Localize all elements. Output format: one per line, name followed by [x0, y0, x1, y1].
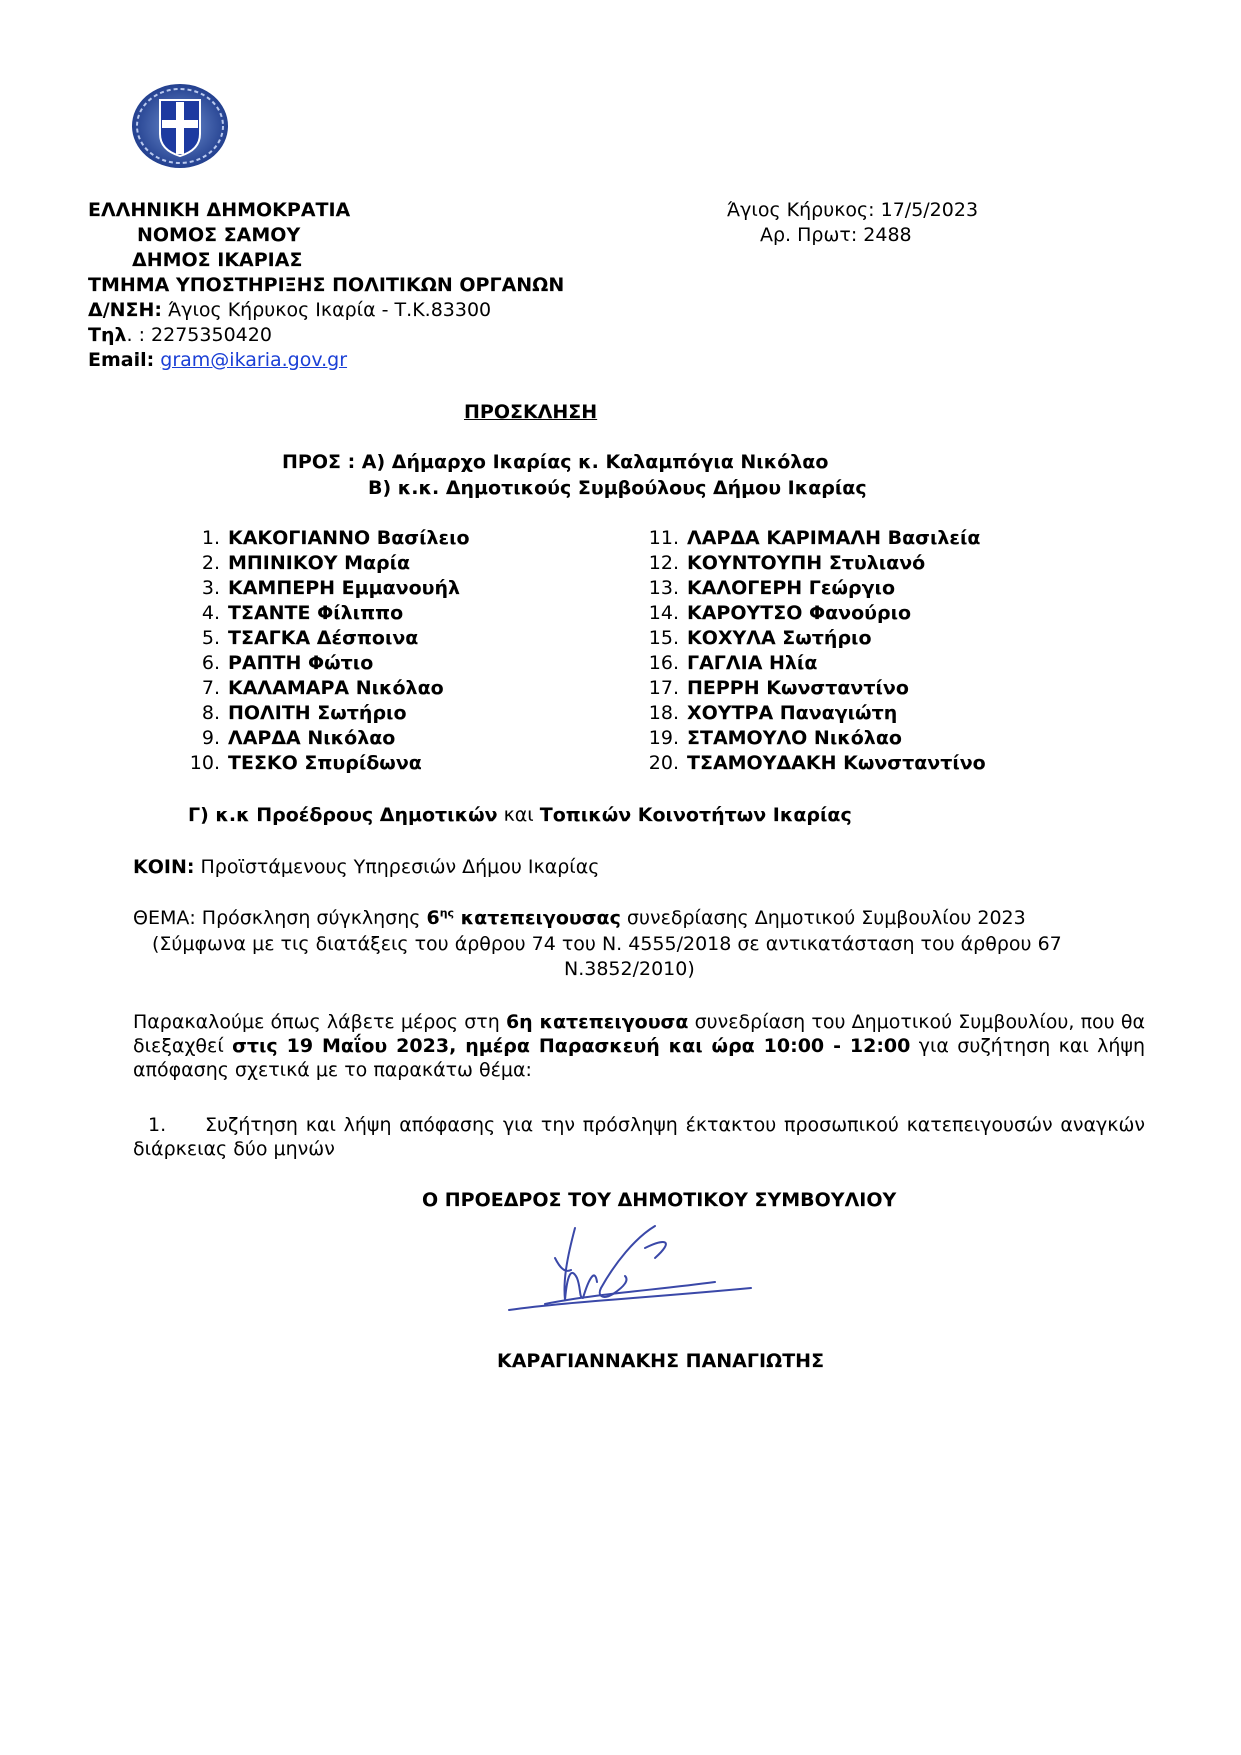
member-number: 4.	[201, 602, 220, 624]
member-name: ΚΟΧΥΛΑ Σωτήριο	[687, 627, 872, 649]
member-name: ΡΑΠΤΗ Φώτιο	[228, 652, 374, 674]
document-title: ΠΡΟΣΚΛΗΣΗ	[464, 401, 598, 423]
member-number: 18.	[648, 702, 679, 724]
recipient-b: Β) κ.κ. Δημοτικούς Συμβούλους Δήμου Ικαρίας	[368, 477, 867, 499]
member-list-item	[185, 576, 470, 601]
member-number: 5.	[201, 627, 220, 649]
coat-of-arms-emblem	[130, 82, 230, 170]
subject-rest: συνεδρίασης Δημοτικού Συμβουλίου 2023	[620, 907, 1026, 929]
members-list-right	[637, 526, 986, 776]
member-number: 16.	[648, 652, 679, 674]
body-part5: για συζήτηση και λήψη απόφασης σχετικά με το παρακάτω θέμα:	[133, 1035, 1145, 1081]
member-number: 8.	[201, 702, 220, 724]
member-list-item	[185, 701, 470, 726]
member-number: 19.	[648, 727, 679, 749]
member-number: 2.	[201, 552, 220, 574]
member-name: ΛΑΡΔΑ ΚΑΡΙΜΑΛΗ Βασιλεία	[687, 527, 981, 549]
koin-line	[133, 855, 599, 879]
member-number: 17.	[648, 677, 679, 699]
member-list-item	[637, 576, 986, 601]
recipient-c-part1: Γ) κ.κ Προέδρους Δημοτικών	[188, 804, 498, 826]
signatory-role: Ο ΠΡΟΕΔΡΟΣ ΤΟΥ ΔΗΜΟΤΙΚΟΥ ΣΥΜΒΟΥΛΙΟΥ	[422, 1189, 897, 1211]
body-session: 6η κατεπειγουσα	[505, 1011, 689, 1033]
member-name: ΠΕΡΡΗ Κωνσταντίνο	[687, 677, 909, 699]
member-name: ΧΟΥΤΡΑ Παναγιώτη	[687, 702, 898, 724]
member-number: 11.	[648, 527, 679, 549]
signatory-name: ΚΑΡΑΓΙΑΝΝΑΚΗΣ ΠΑΝΑΓΙΩΤΗΣ	[497, 1350, 825, 1372]
address-label: Δ/ΝΣΗ:	[88, 299, 163, 321]
member-list-item	[185, 601, 470, 626]
member-number: 10.	[189, 752, 220, 774]
subject-urgent: κατεπειγουσας	[454, 907, 621, 929]
member-list-item	[637, 676, 986, 701]
member-number: 1.	[201, 527, 220, 549]
member-name: ΤΣΑΝΤΕ Φίλιππο	[228, 602, 404, 624]
subject-note-line1: (Σύμφωνα με τις διατάξεις του άρθρου 74 του Ν. 4555/2018 σε αντικατάσταση του άρθρου 67	[152, 933, 1062, 955]
member-list-item	[185, 726, 470, 751]
member-list-item	[185, 651, 470, 676]
member-number: 6.	[201, 652, 220, 674]
member-name: ΛΑΡΔΑ Νικόλαο	[228, 727, 396, 749]
member-number: 3.	[201, 577, 220, 599]
recipient-c-part2: και	[497, 804, 540, 826]
protocol-number: Αρ. Πρωτ: 2488	[760, 224, 912, 246]
document-date: Άγιος Κήρυκος: 17/5/2023	[727, 199, 979, 221]
subject-prefix: ΘΕΜΑ: Πρόσκληση σύγκλησης	[133, 907, 427, 929]
phone-value: . : 2275350420	[126, 324, 272, 346]
member-name: ΤΕΣΚΟ Σπυρίδωνα	[228, 752, 422, 774]
subject-note-line2: Ν.3852/2010)	[564, 958, 695, 980]
phone-label: Τηλ	[88, 324, 127, 346]
member-name: ΚΑΜΠΕΡΗ Εμμανουήλ	[228, 577, 461, 599]
member-number: 20.	[648, 752, 679, 774]
member-list-item	[185, 626, 470, 651]
address-value: Άγιος Κήρυκος Ικαρία - Τ.Κ.83300	[162, 299, 492, 321]
member-list-item	[185, 526, 470, 551]
member-list-item	[185, 551, 470, 576]
member-list-item	[637, 726, 986, 751]
member-list-item	[637, 626, 986, 651]
member-number: 7.	[201, 677, 220, 699]
member-name: ΚΟΥΝΤΟΥΠΗ Στυλιανό	[687, 552, 926, 574]
phone-line	[88, 323, 272, 347]
subject-line	[133, 906, 1026, 930]
member-list-item	[637, 701, 986, 726]
body-datetime: στις 19 Μαΐου 2023, ημέρα Παρασκευή και ώρα 10:00 - 12:00	[232, 1035, 911, 1057]
koin-label: ΚΟΙΝ:	[133, 856, 195, 878]
members-list-left	[185, 526, 470, 776]
address-line	[88, 298, 491, 322]
agenda-item-text: Συζήτηση και λήψη απόφασης για την πρόσληψη έκτακτου προσωπικού κατεπειγουσών αναγκών διάρκειας δύο μηνών	[133, 1114, 1145, 1160]
republic-heading: ΕΛΛΗΝΙΚΗ ΔΗΜΟΚΡΑΤΙΑ	[88, 199, 351, 221]
member-name: ΜΠΙΝΙΚΟΥ Μαρία	[228, 552, 411, 574]
member-name: ΚΑΛΟΓΕΡΗ Γεώργιο	[687, 577, 896, 599]
email-line	[88, 348, 347, 372]
body-part1: Παρακαλούμε όπως λάβετε μέρος στη	[133, 1011, 506, 1033]
member-name: ΚΑΛΑΜΑΡΑ Νικόλαο	[228, 677, 444, 699]
member-list-item	[637, 651, 986, 676]
email-label: Email:	[88, 349, 155, 371]
municipality-heading: ΔΗΜΟΣ ΙΚΑΡΙΑΣ	[132, 249, 303, 271]
subject-ordinal: ης	[439, 906, 455, 920]
subject-number: 6	[426, 907, 440, 929]
member-number: 9.	[201, 727, 220, 749]
member-number: 12.	[648, 552, 679, 574]
prefecture-heading: ΝΟΜΟΣ ΣΑΜΟΥ	[137, 224, 301, 246]
handwritten-signature	[505, 1218, 755, 1328]
recipient-a: ΠΡΟΣ : Α) Δήμαρχο Ικαρίας κ. Καλαμπόγια Νικόλαο	[282, 451, 829, 473]
member-name: ΓΑΓΛΙΑ Ηλία	[687, 652, 818, 674]
member-name: ΚΑΚΟΓΙΑΝΝΟ Βασίλειο	[228, 527, 470, 549]
member-list-item	[637, 601, 986, 626]
member-number: 14.	[648, 602, 679, 624]
member-list-item	[185, 751, 470, 776]
koin-value: Προϊστάμενους Υπηρεσιών Δήμου Ικαρίας	[194, 856, 600, 878]
member-name: ΤΣΑΓΚΑ Δέσποινα	[228, 627, 419, 649]
member-number: 13.	[648, 577, 679, 599]
member-name: ΤΣΑΜΟΥΔΑΚΗ Κωνσταντίνο	[687, 752, 986, 774]
member-list-item	[637, 751, 986, 776]
body-part3: συνεδρίαση του Δημοτικού Συμβουλίου, που θα διεξαχθεί	[133, 1011, 1145, 1057]
member-list-item	[637, 526, 986, 551]
email-link[interactable]: gram@ikaria.gov.gr	[160, 349, 348, 371]
member-name: ΠΟΛΙΤΗ Σωτήριο	[228, 702, 407, 724]
agenda-number: 1.	[148, 1114, 167, 1136]
member-name: ΣΤΑΜΟΥΛΟ Νικόλαο	[687, 727, 902, 749]
invitation-paragraph	[133, 1010, 1145, 1082]
recipient-c-part3: Τοπικών Κοινοτήτων Ικαρίας	[539, 804, 852, 826]
department-heading: ΤΜΗΜΑ ΥΠΟΣΤΗΡΙΞΗΣ ΠΟΛΙΤΙΚΩΝ ΟΡΓΑΝΩΝ	[88, 274, 565, 296]
member-list-item	[637, 551, 986, 576]
member-list-item	[185, 676, 470, 701]
member-number: 15.	[648, 627, 679, 649]
recipient-c	[188, 803, 852, 827]
member-name: ΚΑΡΟΥΤΣΟ Φανούριο	[687, 602, 912, 624]
